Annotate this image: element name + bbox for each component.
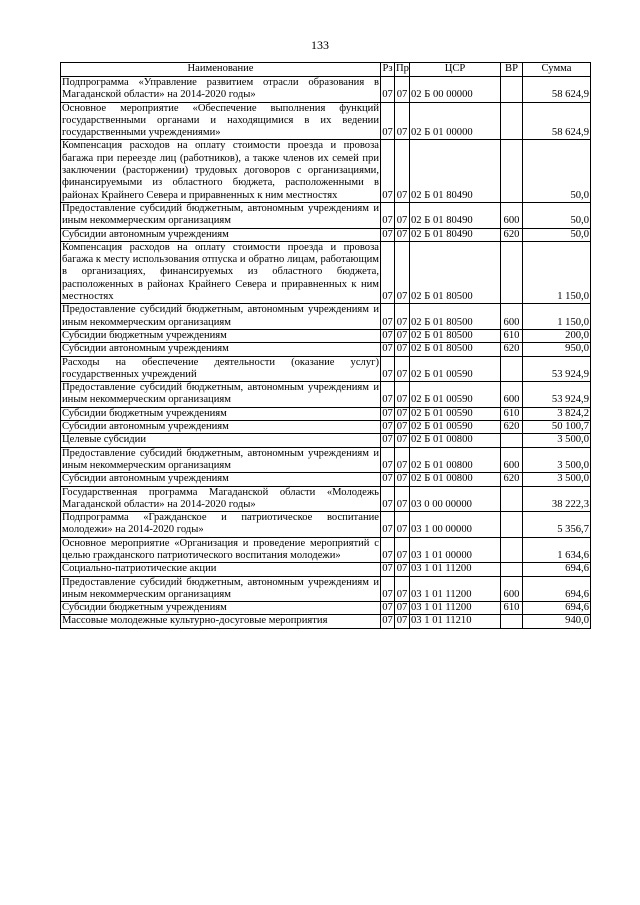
row-pr: 07 (395, 407, 410, 420)
row-sum: 940,0 (523, 615, 591, 628)
header-rz: Рз (381, 63, 395, 77)
row-pr: 07 (395, 382, 410, 408)
table-row (61, 407, 591, 420)
row-pr: 07 (395, 77, 410, 103)
row-csr: 03 1 01 11210 (410, 615, 501, 628)
row-sum: 3 500,0 (523, 473, 591, 486)
row-rz: 07 (382, 563, 393, 575)
row-pr: 07 (395, 421, 410, 434)
table-row (61, 447, 591, 473)
row-csr: 02 Б 01 00800 (410, 447, 501, 473)
header-name: Наименование (61, 63, 381, 77)
row-pr: 07 (395, 576, 410, 602)
row-name: Предоставление субсидий бюджетным, автономным учреждениям и иным некоммерческим организациям (62, 447, 379, 471)
row-rz: 07 (381, 140, 395, 202)
row-vr (501, 434, 523, 447)
row-name: Субсидии бюджетным учреждениям (61, 602, 381, 615)
row-csr: 02 Б 01 00590 (410, 356, 501, 382)
table-row (61, 563, 591, 576)
row-vr: 600 (501, 202, 523, 228)
row-name: Предоставление субсидий бюджетным, автономным учреждениям и иным некоммерческим организациям (62, 576, 379, 600)
row-vr: 610 (501, 602, 523, 615)
row-pr: 07 (395, 102, 410, 140)
table-row (61, 241, 591, 303)
row-rz: 07 (381, 202, 395, 228)
table-row (61, 102, 591, 140)
table-row (61, 329, 591, 342)
row-sum: 5 356,7 (523, 512, 591, 538)
row-csr: 02 Б 01 80500 (410, 241, 501, 303)
table-header-row (61, 63, 591, 77)
row-pr: 07 (395, 486, 410, 512)
row-pr: 07 (395, 356, 410, 382)
row-sum: 58 624,9 (523, 102, 591, 140)
row-rz: 07 (381, 486, 395, 512)
row-rz: 07 (381, 304, 395, 330)
row-sum: 50,0 (523, 228, 591, 241)
row-sum: 3 824,2 (523, 407, 591, 420)
row-name: Компенсация расходов на оплату стоимости проезда и провоза багажа при переезде лиц (работников), а также членов их семей при заключении (расторжении) трудовых договоров с организациями, финансируемыми из областного бюджета, расположенными в районах Крайнего Севера и приравненных к ним местностях (62, 140, 379, 201)
row-pr: 07 (395, 329, 410, 342)
row-rz: 07 (381, 512, 395, 538)
row-sum: 200,0 (523, 329, 591, 342)
row-rz: 07 (382, 343, 393, 355)
row-pr: 07 (395, 304, 410, 330)
header-pr: Пр (395, 63, 410, 77)
row-sum: 1 150,0 (523, 304, 591, 330)
row-csr: 02 Б 01 00590 (410, 382, 501, 408)
header-sum: Сумма (523, 63, 591, 77)
row-vr (501, 241, 523, 303)
table-row (61, 356, 591, 382)
row-sum: 694,6 (523, 576, 591, 602)
row-name: Основное мероприятие «Обеспечение выполнения функций государственными органами и находящимися в их ведении государственными учреждениями» (62, 102, 379, 139)
row-rz: 07 (381, 537, 395, 563)
row-rz: 07 (381, 77, 395, 103)
table-row (61, 434, 591, 447)
row-csr: 02 Б 01 80490 (410, 202, 501, 228)
row-csr: 03 1 01 11200 (410, 563, 501, 576)
row-pr: 07 (395, 473, 410, 486)
row-vr (501, 563, 523, 576)
row-rz: 07 (382, 407, 393, 419)
row-rz: 07 (381, 576, 395, 602)
row-vr: 600 (501, 382, 523, 408)
row-name: Расходы на обеспечение деятельности (оказание услуг) государственных учреждений (62, 356, 379, 380)
row-pr: 07 (395, 343, 410, 356)
table-row (61, 343, 591, 356)
row-name: Предоставление субсидий бюджетным, автономным учреждениям и иным некоммерческим организациям (62, 382, 379, 406)
row-csr: 03 1 01 00000 (410, 537, 501, 563)
row-pr: 07 (395, 602, 410, 615)
row-csr: 03 1 00 00000 (410, 512, 501, 538)
table-row (61, 537, 591, 563)
row-pr: 07 (395, 615, 410, 628)
row-name: Субсидии автономным учреждениям (61, 421, 381, 434)
row-rz: 07 (381, 382, 395, 408)
row-pr: 07 (395, 241, 410, 303)
row-csr: 02 Б 01 00000 (410, 102, 501, 140)
row-sum: 38 222,3 (523, 486, 591, 512)
row-name: Массовые молодежные культурно-досуговые мероприятия (61, 615, 381, 628)
row-vr (501, 102, 523, 140)
row-name: Субсидии автономным учреждениям (61, 228, 381, 241)
table-row (61, 202, 591, 228)
row-rz: 07 (381, 447, 395, 473)
row-vr (501, 537, 523, 563)
header-csr: ЦСР (410, 63, 501, 77)
row-sum: 694,6 (523, 563, 591, 576)
table-row (61, 512, 591, 538)
table-row (61, 304, 591, 330)
row-csr: 02 Б 01 80500 (410, 343, 501, 356)
budget-table (60, 62, 591, 629)
row-rz: 07 (381, 241, 395, 303)
row-csr: 02 Б 01 80490 (410, 140, 501, 202)
table-row (61, 77, 591, 103)
row-csr: 02 Б 01 00590 (410, 407, 501, 420)
row-rz: 07 (382, 615, 393, 627)
row-pr: 07 (395, 202, 410, 228)
row-vr (501, 77, 523, 103)
row-vr: 610 (501, 407, 523, 420)
row-sum: 950,0 (523, 343, 591, 356)
row-vr: 600 (501, 447, 523, 473)
row-sum: 1 634,6 (523, 537, 591, 563)
row-csr: 02 Б 01 80500 (410, 329, 501, 342)
row-sum: 50 100,7 (523, 421, 591, 434)
row-rz: 07 (381, 102, 395, 140)
row-name: Основное мероприятие «Организация и проведение мероприятий с целью гражданского патриотического воспитания молодежи» (62, 537, 379, 561)
row-vr (501, 512, 523, 538)
row-rz: 07 (382, 421, 393, 433)
row-pr: 07 (395, 447, 410, 473)
row-csr: 02 Б 00 00000 (410, 77, 501, 103)
row-sum: 694,6 (523, 602, 591, 615)
row-name: Подпрограмма «Управление развитием отрасли образования в Магаданской области» на 2014-2020 годы» (62, 77, 379, 101)
row-pr: 07 (395, 512, 410, 538)
row-csr: 02 Б 01 80500 (410, 304, 501, 330)
table-row (61, 228, 591, 241)
row-vr (501, 486, 523, 512)
row-name: Целевые субсидии (61, 434, 381, 447)
row-vr: 620 (501, 421, 523, 434)
table-row (61, 382, 591, 408)
row-vr: 600 (501, 576, 523, 602)
row-vr: 620 (501, 343, 523, 356)
row-pr: 07 (395, 563, 410, 576)
table-row (61, 602, 591, 615)
table-row (61, 140, 591, 202)
row-vr (501, 615, 523, 628)
row-rz: 07 (382, 602, 393, 614)
row-vr (501, 140, 523, 202)
row-name: Предоставление субсидий бюджетным, автономным учреждениям и иным некоммерческим организациям (62, 202, 379, 227)
row-name: Государственная программа Магаданской области «Молодежь Магаданской области» на 2014-2020 годы» (62, 486, 379, 510)
row-name: Субсидии автономным учреждениям (61, 343, 381, 356)
row-rz: 07 (382, 434, 393, 446)
row-csr: 03 1 01 11200 (410, 602, 501, 615)
row-name: Субсидии бюджетным учреждениям (61, 407, 381, 420)
row-rz: 07 (382, 329, 393, 341)
row-vr: 600 (501, 304, 523, 330)
row-csr: 02 Б 01 00800 (410, 473, 501, 486)
row-sum: 3 500,0 (523, 434, 591, 447)
row-csr: 03 0 00 00000 (410, 486, 501, 512)
row-sum: 58 624,9 (523, 77, 591, 103)
table-row (61, 473, 591, 486)
table-row (61, 576, 591, 602)
row-name: Социально-патриотические акции (61, 563, 381, 576)
row-sum: 53 924,9 (523, 382, 591, 408)
row-name: Субсидии автономным учреждениям (61, 473, 381, 486)
row-csr: 03 1 01 11200 (410, 576, 501, 602)
row-csr: 02 Б 01 80490 (410, 228, 501, 241)
row-name: Компенсация расходов на оплату стоимости проезда и провоза багажа к месту использования отпуска и обратно лицам, работающим в организациях, финансируемых из областного бюджета, расположенных в районах Крайнего Севера и приравненных к ним местностях (62, 241, 379, 303)
row-name: Предоставление субсидий бюджетным, автономным учреждениям и иным некоммерческим организациям (62, 304, 379, 328)
row-sum: 53 924,9 (523, 356, 591, 382)
row-sum: 1 150,0 (523, 241, 591, 303)
row-rz: 07 (382, 473, 393, 485)
row-pr: 07 (395, 140, 410, 202)
table-row (61, 486, 591, 512)
row-rz: 07 (382, 228, 393, 240)
page-number: 133 (311, 38, 329, 52)
table-row (61, 421, 591, 434)
row-rz: 07 (381, 356, 395, 382)
row-vr: 620 (501, 473, 523, 486)
row-csr: 02 Б 01 00590 (410, 421, 501, 434)
row-pr: 07 (395, 434, 410, 447)
row-csr: 02 Б 01 00800 (410, 434, 501, 447)
row-sum: 3 500,0 (523, 447, 591, 473)
row-pr: 07 (395, 537, 410, 563)
table-row (61, 615, 591, 628)
row-sum: 50,0 (523, 140, 591, 202)
row-name: Субсидии бюджетным учреждениям (61, 329, 381, 342)
row-vr: 610 (501, 329, 523, 342)
row-name: Подпрограмма «Гражданское и патриотическое воспитание молодежи» на 2014-2020 годы» (62, 512, 379, 536)
row-vr (501, 356, 523, 382)
header-vr: ВР (501, 63, 523, 77)
row-pr: 07 (395, 228, 410, 241)
row-sum: 50,0 (523, 202, 591, 228)
row-vr: 620 (501, 228, 523, 241)
